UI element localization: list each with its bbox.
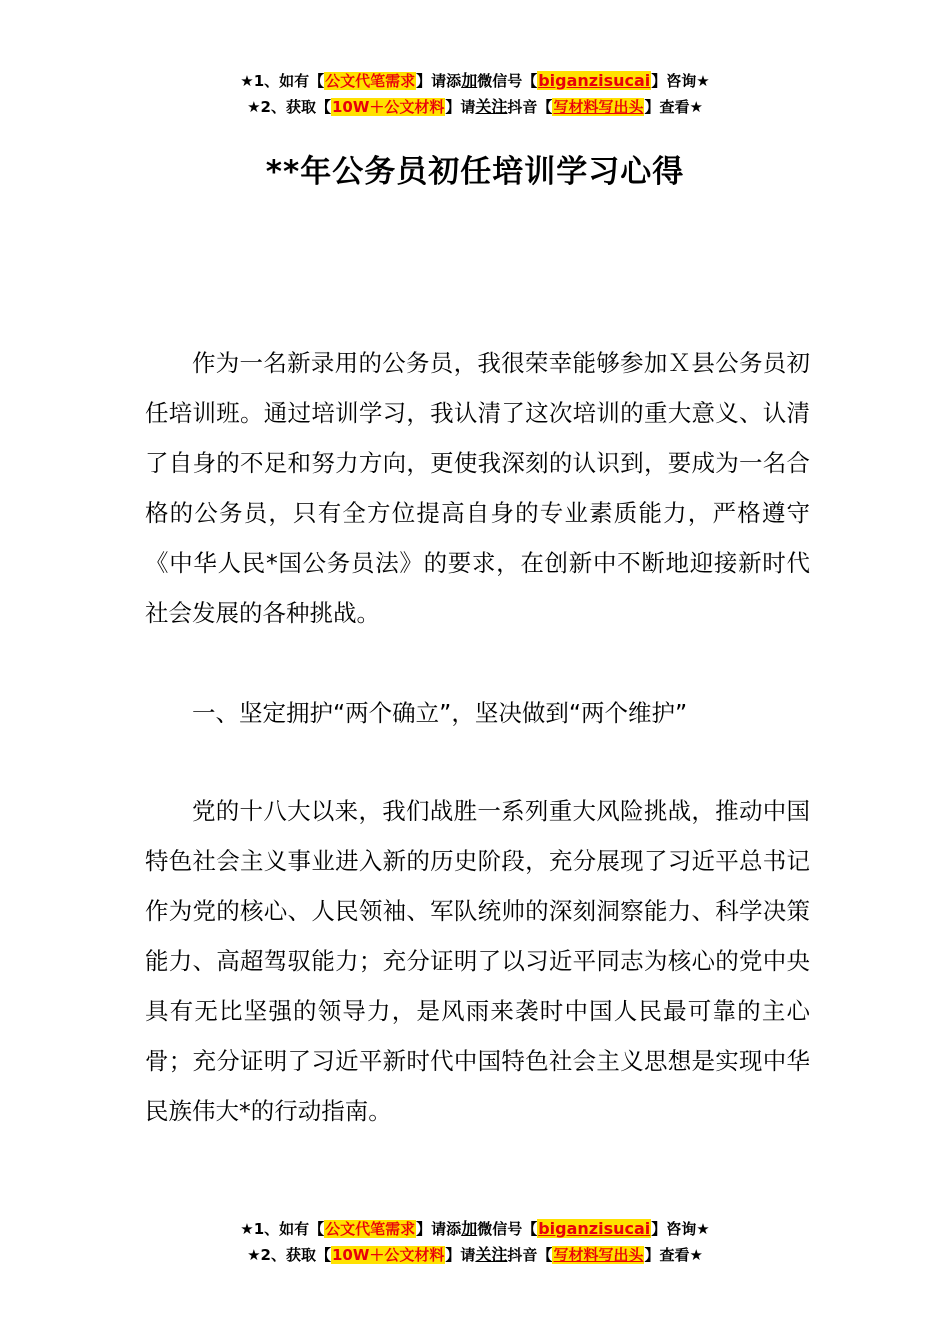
promo-text: ★2、获取【 — [247, 98, 331, 116]
promo-text: 】请 — [445, 1246, 476, 1264]
promo-emphasis: 关注 — [475, 1245, 508, 1264]
promo-text: 】查看★ — [644, 1246, 703, 1264]
promo-highlight: 10W＋公文材料 — [331, 1246, 445, 1264]
bottom-promo-banner — [0, 1216, 950, 1268]
promo-text: 】查看★ — [644, 98, 703, 116]
promo-line-1 — [0, 68, 950, 94]
section-heading-wrapper — [145, 688, 810, 738]
promo-text: 】请添 — [416, 1220, 462, 1238]
promo-line-2 — [0, 94, 950, 120]
promo-text: 抖音【 — [507, 98, 553, 116]
promo-text: 】咨询★ — [651, 72, 710, 90]
promo-line-1 — [0, 1216, 950, 1242]
promo-text: 抖音【 — [507, 1246, 553, 1264]
document-title: **年公务员初任培训学习心得 — [265, 154, 685, 190]
section-body — [145, 786, 810, 1136]
promo-emphasis: 加 — [461, 71, 478, 90]
promo-emphasis: 关注 — [475, 97, 508, 116]
promo-text: ★2、获取【 — [247, 1246, 331, 1264]
promo-highlight: 公文代笔需求 — [325, 1220, 416, 1238]
promo-text: 微信号【 — [477, 72, 538, 90]
promo-emphasis: 加 — [461, 1219, 478, 1238]
promo-douyin-id: 写材料写出头 — [553, 1246, 644, 1264]
promo-line-2 — [0, 1242, 950, 1268]
promo-text: 】请添 — [416, 72, 462, 90]
promo-douyin-id: 写材料写出头 — [553, 98, 644, 116]
promo-wechat-id: biganzisucai — [538, 71, 651, 90]
paragraph-section-1: 党的十八大以来，我们战胜一系列重大风险挑战，推动中国特色社会主义事业进入新的历史阶段，充分展现了习近平总书记作为党的核心、人民领袖、军队统帅的深刻洞察能力、科学决策能力、高超驾驭能力；充分证明了以习近平同志为核心的党中央具有无比坚强的领导力，是风雨来袭时中国人民最可靠的主心骨；充分证明了习近平新时代中国特色社会主义思想是实现中华民族伟大*的行动指南。 — [145, 797, 810, 1125]
promo-text: 】咨询★ — [651, 1220, 710, 1238]
promo-text: ★1、如有【 — [240, 1220, 325, 1238]
section-heading: 一、坚定拥护“两个确立”，坚决做到“两个维护” — [192, 699, 688, 727]
promo-text: 微信号【 — [477, 1220, 538, 1238]
promo-highlight: 10W＋公文材料 — [331, 98, 445, 116]
promo-highlight: 公文代笔需求 — [325, 72, 416, 90]
promo-text: ★1、如有【 — [240, 72, 325, 90]
promo-text: 】请 — [445, 98, 476, 116]
top-promo-banner — [0, 68, 950, 120]
paragraph-intro: 作为一名新录用的公务员，我很荣幸能够参加Ｘ县公务员初任培训班。通过培训学习，我认清了这次培训的重大意义、认清了自身的不足和努力方向，更使我深刻的认识到，要成为一名合格的公务员，只有全方位提高自身的专业素质能力，严格遵守《中华人民*国公务员法》的要求，在创新中不断地迎接新时代社会发展的各种挑战。 — [145, 349, 810, 627]
document-body — [145, 338, 810, 638]
promo-wechat-id: biganzisucai — [538, 1219, 651, 1238]
